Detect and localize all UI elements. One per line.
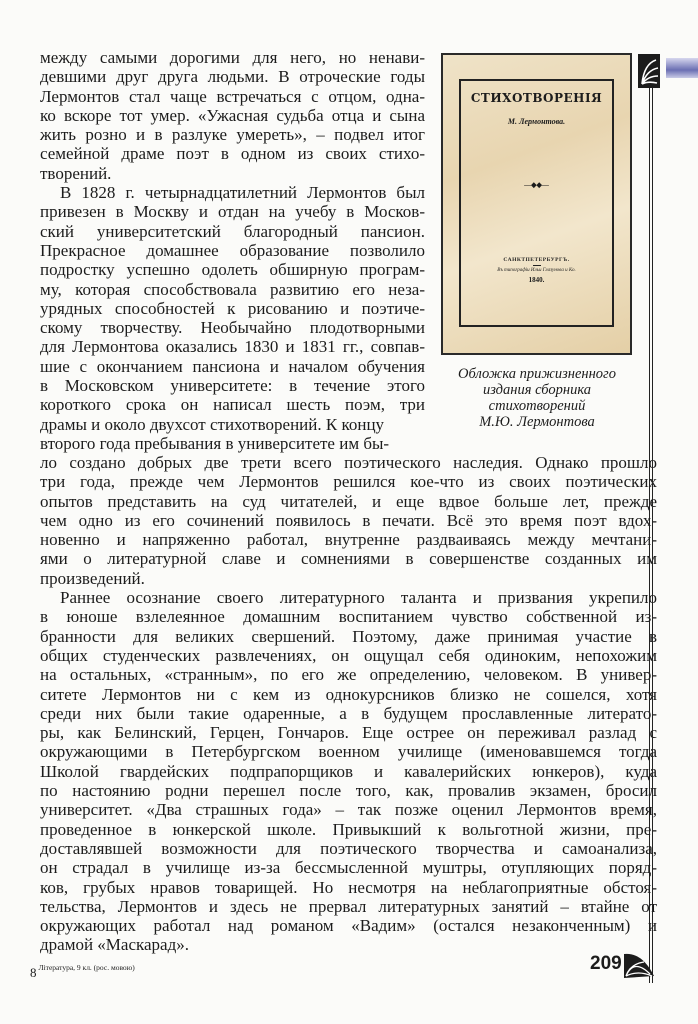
text-line: ский университетский благородный пансион.	[40, 221, 425, 241]
cover-frame	[459, 79, 614, 327]
caption-line: стихотворений	[488, 398, 586, 414]
text-line: на остальных, «странным», по его же определению, человеком. В универ-	[40, 665, 657, 685]
cover-ornament: —◆◆—	[524, 181, 549, 189]
page-number: 209	[590, 953, 622, 974]
fan-ornament-icon	[638, 54, 660, 88]
cover-city: САНКТПЕТЕРБУРГЪ.	[503, 257, 570, 263]
text-line: тельства, Лермонтов и здесь не прервал литературных занятий – втайне от	[40, 896, 657, 916]
text-line: шие с окончанием пансиона и началом обучения	[40, 356, 425, 376]
text-line: драмой «Маскарад».	[40, 935, 189, 955]
text-line: новенно и напряженно работал, внутренне раздваиваясь между мечтани-	[40, 530, 657, 550]
text-line: В 1828 г. четырнадцатилетний Лермонтов был	[60, 183, 425, 203]
signature-mark	[30, 963, 135, 981]
text-line: между самыми дорогими для него, но ненави-	[40, 48, 425, 67]
caption-line: М.Ю. Лермонтова	[479, 414, 595, 430]
text-line: проведенное в юнкерской школе. Привыкший к вольготной жизни, пре-	[40, 819, 657, 839]
cover-year: 1840.	[528, 276, 545, 284]
text-line: ями о литературной славе и сомнениями в совершенстве созданных им	[40, 549, 657, 569]
signature-number: 8	[30, 965, 37, 980]
text-line: доставлявшей возможности для поэтического творчества и самоанализа,	[40, 838, 657, 858]
text-line: по настоянию родни перешел после того, как, провалив экзамен, бросил	[40, 781, 657, 801]
book-cover-image	[441, 53, 632, 355]
margin-double-rule	[649, 88, 653, 983]
text-line: Раннее осознание своего литературного таланта и призвания укрепило	[60, 588, 657, 608]
cover-divider	[533, 265, 541, 266]
text-line: творений.	[40, 163, 112, 183]
text-line: окружающими в Петербургском военном училище (именовавшемся тогда	[40, 742, 657, 762]
text-line: он страдал в училище из-за бессмысленной муштры, отупляющих поряд-	[40, 858, 657, 878]
text-line: привезен в Москву и отдан на учебу в Москов-	[40, 202, 425, 222]
text-line: урядных способностей к рисованию и поэтиче-	[40, 298, 425, 318]
text-line: общих студенческих развлечениях, он ощущал себя одиноким, непохожим	[40, 645, 657, 665]
text-line: ко вскоре тот умер. «Ужасная судьба отца и сына	[40, 105, 425, 125]
text-line: семейной драме поэт в одном из своих стихо-	[40, 144, 425, 164]
text-line: короткого срока он написал шесть поэм, три	[40, 395, 425, 415]
text-line: подростку успешно одолеть обширную програм-	[40, 260, 425, 280]
text-line: девшими друг друга людьми. В отроческие годы	[40, 67, 425, 87]
text-line: университет. «Два страшных года» – так позже оценил Лермонтов время,	[40, 800, 657, 820]
text-line: скому творчеству. Необычайно плодотворными	[40, 318, 425, 338]
corner-fan-ornament-icon	[622, 950, 656, 980]
text-line: жить розно и в разлуке умереть», – подвел итог	[40, 125, 425, 145]
text-line: ков, грубых нравов товарищей. Но несмотря на неблагоприятные обстоя-	[40, 877, 657, 897]
text-line: драмы и около двухсот стихотворений. К концу	[40, 414, 385, 434]
text-line: для Лермонтова оказались 1830 и 1831 гг., совпав-	[40, 337, 425, 357]
caption-line: Обложка прижизненного	[458, 366, 616, 382]
text-line: Лермонтов стал чаще встречаться с отцом, одна-	[40, 86, 425, 106]
text-line: Прекрасное домашнее образование позволило	[40, 240, 425, 260]
text-line: му, которая способствовала развитию его неза-	[40, 279, 425, 299]
text-line: чем одно из его сочинений появилось в печати. Всё это время поэт вдох-	[40, 510, 657, 530]
text-column-narrow	[40, 48, 425, 453]
color-swatch-decoration	[666, 58, 698, 78]
text-line: Школой гвардейских подпрапорщиков и кавалерийских юнкеров), куда	[40, 761, 657, 781]
signature-text: Література, 9 кл. (рос. мовою)	[38, 963, 135, 972]
text-line: в Московском университете: в течение этого	[40, 376, 425, 396]
text-line: в юноше взлелеянное домашним воспитанием чувство собственной из-	[40, 607, 657, 627]
text-line: произведений.	[40, 568, 145, 588]
text-line: ры, как Белинский, Герцен, Гончаров. Еще острее он переживал разлад с	[40, 723, 657, 743]
text-column-full	[40, 453, 657, 955]
text-line: окружающих работал над романом «Вадим» (остался незаконченным) и	[40, 916, 657, 936]
cover-title: СТИХОТВОРЕНІЯ	[470, 91, 603, 105]
text-line: ситете Лермонтов ни с кем из однокурсников близко не сошелся, хотя	[40, 684, 657, 704]
cover-author: М. Лермонтова.	[507, 117, 566, 126]
text-line: второго года пребывания в университете им бы-	[40, 433, 390, 453]
text-line: ло создано добрых две трети всего поэтического наследия. Однако прошло	[40, 453, 657, 472]
cover-printer: Въ типографіи Ильи Глазунова и Ко.	[497, 268, 576, 273]
text-line: среди них были такие одаренные, а в будущем прославленные литерато-	[40, 703, 657, 723]
text-line: бранности для великих свершений. Поэтому, даже принимая участие в	[40, 626, 657, 646]
caption-line: издания сборника	[482, 382, 592, 398]
text-line: опытов представить на суд читателей, и еще вдвое больше лет, прежде	[40, 491, 657, 511]
text-line: три года, прежде чем Лермонтов решился кое-что из своих поэтических	[40, 472, 657, 492]
figure-caption	[432, 366, 642, 430]
